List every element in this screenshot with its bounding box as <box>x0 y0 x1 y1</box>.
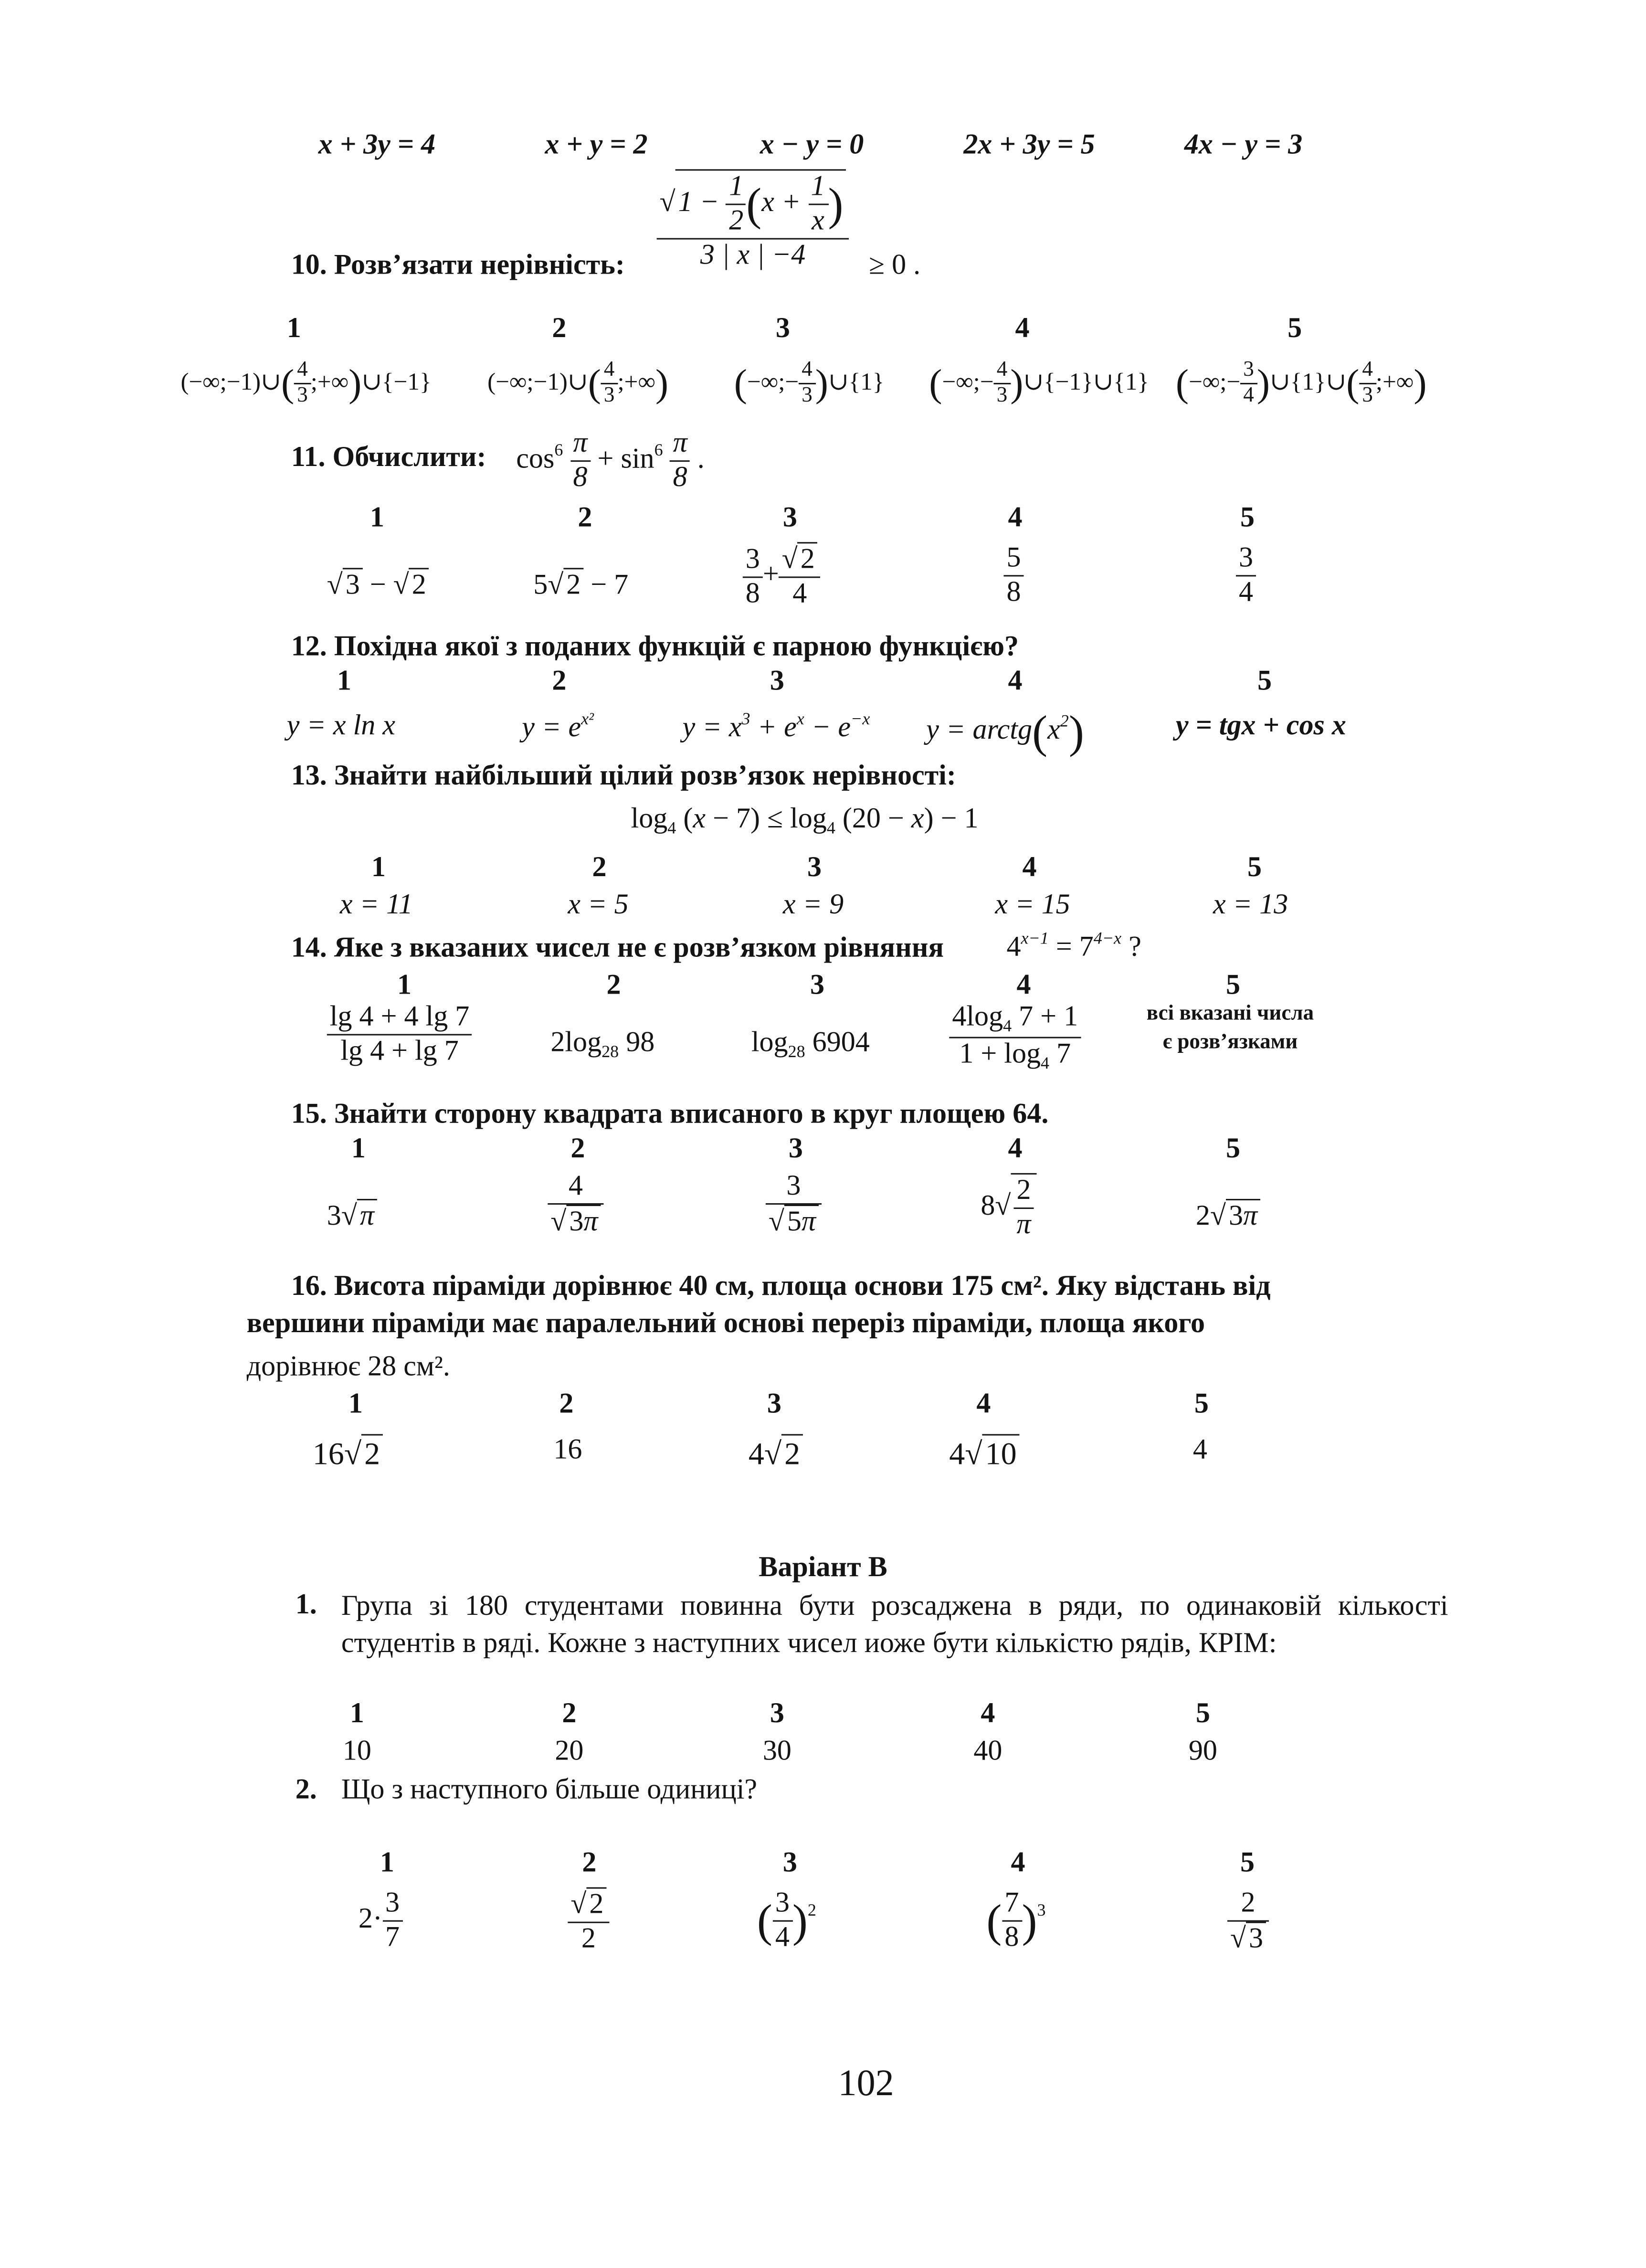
vb-q1-opt1-answer: 10 <box>342 1735 371 1767</box>
q15-opt4-answer: 8√ $\frac{2}{\pi}$ <box>981 1173 1036 1242</box>
vb-q1-opt1-num: 1 <box>349 1698 364 1730</box>
q11-label: 11. Обчислити: <box>291 442 486 474</box>
q13-equation: $\log_4 (x - 7) \le \log_4 (20 - x) - 1$ <box>631 803 979 838</box>
q10-opt1-answer: (−∞;−1)∪( $\frac{4}{3}$ ;+∞)∪{−1} <box>180 359 431 410</box>
q13-opt3-num: 3 <box>807 852 822 884</box>
variant-b-heading: Варіант В <box>759 1551 887 1583</box>
q16-opt3-answer: 4√ 2 <box>749 1434 803 1472</box>
q12-opt4-num: 4 <box>1008 665 1023 697</box>
q14-opt2-answer: $2\log_{28}$ 98 <box>550 1027 655 1062</box>
q16-opt1-answer: 16√ 2 <box>313 1434 383 1472</box>
vb-q1-text: Група зі 180 студентами повинна бути розсаджена в ряди, по одинаковій кількості студентів в ряді. Кожне з наступних чисел иоже бути кількістю рядів, КРІМ: <box>341 1590 1448 1660</box>
q14-opt5-answer: всі вказані числа є розв’язками <box>1146 1002 1314 1054</box>
q11-opt4-answer: $\frac{5}{8}$ <box>1003 542 1023 609</box>
q10-opt5-num: 5 <box>1287 312 1302 344</box>
q10-inequality-sign: ≥ 0 . <box>869 249 921 281</box>
q14-opt1-num: 1 <box>397 969 412 1001</box>
q10-opt1-num: 1 <box>286 312 301 344</box>
q11-opt5-answer: $\frac{3}{4}$ <box>1236 542 1256 609</box>
q16-opt2-num: 2 <box>559 1388 574 1420</box>
vb-q2-opt4-answer: ( $\frac{7}{8}$ )$^3$ <box>986 1887 1045 1955</box>
vb-q1-number: 1. <box>295 1589 317 1621</box>
q15-opt3-answer: $\frac{3}{√ 5\pi}$ <box>766 1170 822 1239</box>
q16-line-3: дорівнює 28 см². <box>246 1351 450 1383</box>
q11-opt1-answer: √ 3 − √ 2 <box>327 568 429 602</box>
vb-q1-opt3-answer: 30 <box>762 1735 791 1767</box>
vb-q1-opt5-answer: 90 <box>1188 1735 1217 1767</box>
q10-label: 10. Розв’язати нерівність: <box>291 249 625 281</box>
vb-q1-opt4-answer: 40 <box>973 1735 1002 1767</box>
q12-opt2-num: 2 <box>552 665 567 697</box>
vb-q1-opt5-num: 5 <box>1195 1698 1210 1730</box>
q10-opt5-answer: (−∞;− $\frac{3}{4}$ )∪{1}∪( $\frac{4}{3}$ ;+∞) <box>1176 359 1427 410</box>
q14-opt1-answer: $\frac{\lg 4 + 4 \lg 7}{\lg 4 + \lg 7}$ <box>327 1001 473 1068</box>
vb-q1-opt3-num: 3 <box>770 1698 784 1730</box>
q11-opt1-num: 1 <box>369 502 384 534</box>
q12-opt5-answer: y = tgx + cos x <box>1175 710 1346 742</box>
q14-opt2-num: 2 <box>606 969 621 1001</box>
q14-opt3-num: 3 <box>810 969 825 1001</box>
page-number: 102 <box>838 2062 894 2104</box>
q10-opt3-answer: (−∞;− $\frac{4}{3}$ )∪{1} <box>734 359 885 410</box>
q11-opt2-answer: 5√ 2 − 7 <box>533 568 628 602</box>
q15-opt2-num: 2 <box>570 1133 585 1165</box>
vb-q1-opt4-num: 4 <box>981 1698 995 1730</box>
q14-opt3-answer: $\log_{28} 6904$ <box>751 1027 870 1062</box>
vb-q1-opt2-num: 2 <box>562 1698 577 1730</box>
q15-label: 15. Знайти сторону квадрата вписаного в круг площею 64. <box>291 1098 1049 1130</box>
vb-q2-opt2-answer: $\frac{√ 2}{2}$ <box>568 1887 609 1956</box>
vb-q2-opt4-num: 4 <box>1011 1847 1025 1879</box>
q15-opt1-num: 1 <box>351 1133 366 1165</box>
vb-q2-opt2-num: 2 <box>582 1847 597 1879</box>
q12-opt1-num: 1 <box>337 665 351 697</box>
q12-opt2-answer: $y = e^{x^2}$ <box>522 708 594 743</box>
q16-opt5-answer: 4 <box>1192 1434 1207 1466</box>
q12-opt3-answer: $y = x^3 + e^x - e^{-x}$ <box>682 708 870 743</box>
vb-q2-opt3-answer: ( $\frac{3}{4}$ )$^2$ <box>757 1887 816 1955</box>
top-option-2: x + y = 2 <box>545 129 648 161</box>
q14-opt5-num: 5 <box>1225 969 1241 1001</box>
q16-line-2: вершини піраміди має паралельний основі переріз піраміди, площа якого <box>246 1308 1205 1340</box>
vb-q2-opt1-answer: 2· $\frac{3}{7}$ <box>359 1887 402 1955</box>
q10-opt2-answer: (−∞;−1)∪( $\frac{4}{3}$ ;+∞) <box>487 359 668 410</box>
q16-opt4-num: 4 <box>976 1388 991 1420</box>
top-option-4: 2x + 3y = 5 <box>963 129 1095 161</box>
q12-opt1-answer: y = x ln x <box>286 710 396 742</box>
vb-q2-opt1-num: 1 <box>380 1847 394 1879</box>
top-option-3: x − y = 0 <box>760 129 864 161</box>
q15-opt4-num: 4 <box>1008 1133 1023 1165</box>
q13-opt2-answer: x = 5 <box>568 889 629 921</box>
q13-opt5-answer: x = 13 <box>1213 889 1288 921</box>
top-option-1: x + 3y = 4 <box>318 129 436 161</box>
q12-opt5-num: 5 <box>1257 665 1272 697</box>
q16-line-1: 16. Висота піраміди дорівнює 40 см, площа основи 175 см². Яку відстань від <box>291 1271 1271 1303</box>
q14-opt4-answer: $\frac{4\log_4 7 + 1}{1 + \log_4 7}$ <box>949 1001 1081 1074</box>
q13-opt2-num: 2 <box>592 852 607 884</box>
q13-opt5-num: 5 <box>1247 852 1262 884</box>
q11-expression: $\cos^6$ $\frac{\pi}{8}$ + $\sin^6$ $\frac{\pi}{8}$ . <box>516 427 705 495</box>
q15-opt1-answer: 3√ π <box>327 1199 377 1233</box>
vb-q2-opt3-num: 3 <box>782 1847 797 1879</box>
q12-opt3-num: 3 <box>770 665 784 697</box>
q14-opt4-num: 4 <box>1016 969 1031 1001</box>
q11-opt3-num: 3 <box>782 502 797 534</box>
q11-opt4-num: 4 <box>1008 502 1023 534</box>
q10-expression: √ 1 − $\frac{1}{2}$ (x + $\frac{1}{x}$ ) 3 | x | −4 <box>657 169 849 272</box>
q16-opt4-answer: 4√ 10 <box>949 1434 1019 1472</box>
vb-q1-opt2-answer: 20 <box>555 1735 584 1767</box>
q14-equation: $4^{x-1} = 7^{4-x}$ ? <box>1006 928 1141 963</box>
vb-q2-opt5-num: 5 <box>1240 1847 1255 1879</box>
vb-q2-opt5-answer: $\frac{2}{√ 3}$ <box>1227 1887 1269 1956</box>
q13-opt4-num: 4 <box>1022 852 1037 884</box>
vb-q2-number: 2. <box>295 1774 317 1806</box>
q16-opt5-num: 5 <box>1194 1388 1209 1420</box>
q11-opt3-answer: $\frac{3}{8}$ + $\frac{√ 2}{4}$ <box>743 542 821 611</box>
q11-opt5-num: 5 <box>1240 502 1255 534</box>
q12-label: 12. Похідна якої з поданих функцій є парною функцією? <box>291 631 1019 663</box>
q16-opt2-answer: 16 <box>553 1434 582 1466</box>
q13-opt3-answer: x = 9 <box>782 889 844 921</box>
q15-opt5-num: 5 <box>1225 1133 1241 1165</box>
q13-opt1-num: 1 <box>371 852 386 884</box>
q10-opt2-num: 2 <box>552 312 567 344</box>
q15-opt2-answer: $\frac{4}{√ 3\pi}$ <box>548 1170 603 1239</box>
q10-opt3-num: 3 <box>775 312 790 344</box>
q10-opt4-num: 4 <box>1015 312 1030 344</box>
q15-opt3-num: 3 <box>788 1133 803 1165</box>
q13-label: 13. Знайти найбільший цілий розв’язок нерівності: <box>291 760 956 792</box>
q14-label: 14. Яке з вказаних чисел не є розв’язком рівняння <box>291 932 944 964</box>
q10-opt4-answer: (−∞;− $\frac{4}{3}$ )∪{−1}∪{1} <box>929 359 1149 410</box>
q12-opt4-answer: $y = arctg(x^2)$ <box>926 705 1084 757</box>
q11-opt2-num: 2 <box>578 502 592 534</box>
vb-q2-text: Що з наступного більше одиниці? <box>341 1774 758 1806</box>
top-option-5: 4x − y = 3 <box>1184 129 1303 161</box>
q15-opt5-answer: 2√ 3π <box>1196 1199 1260 1233</box>
q13-opt1-answer: x = 11 <box>339 889 413 921</box>
q16-opt3-num: 3 <box>767 1388 781 1420</box>
q16-opt1-num: 1 <box>348 1388 363 1420</box>
q13-opt4-answer: x = 15 <box>995 889 1070 921</box>
